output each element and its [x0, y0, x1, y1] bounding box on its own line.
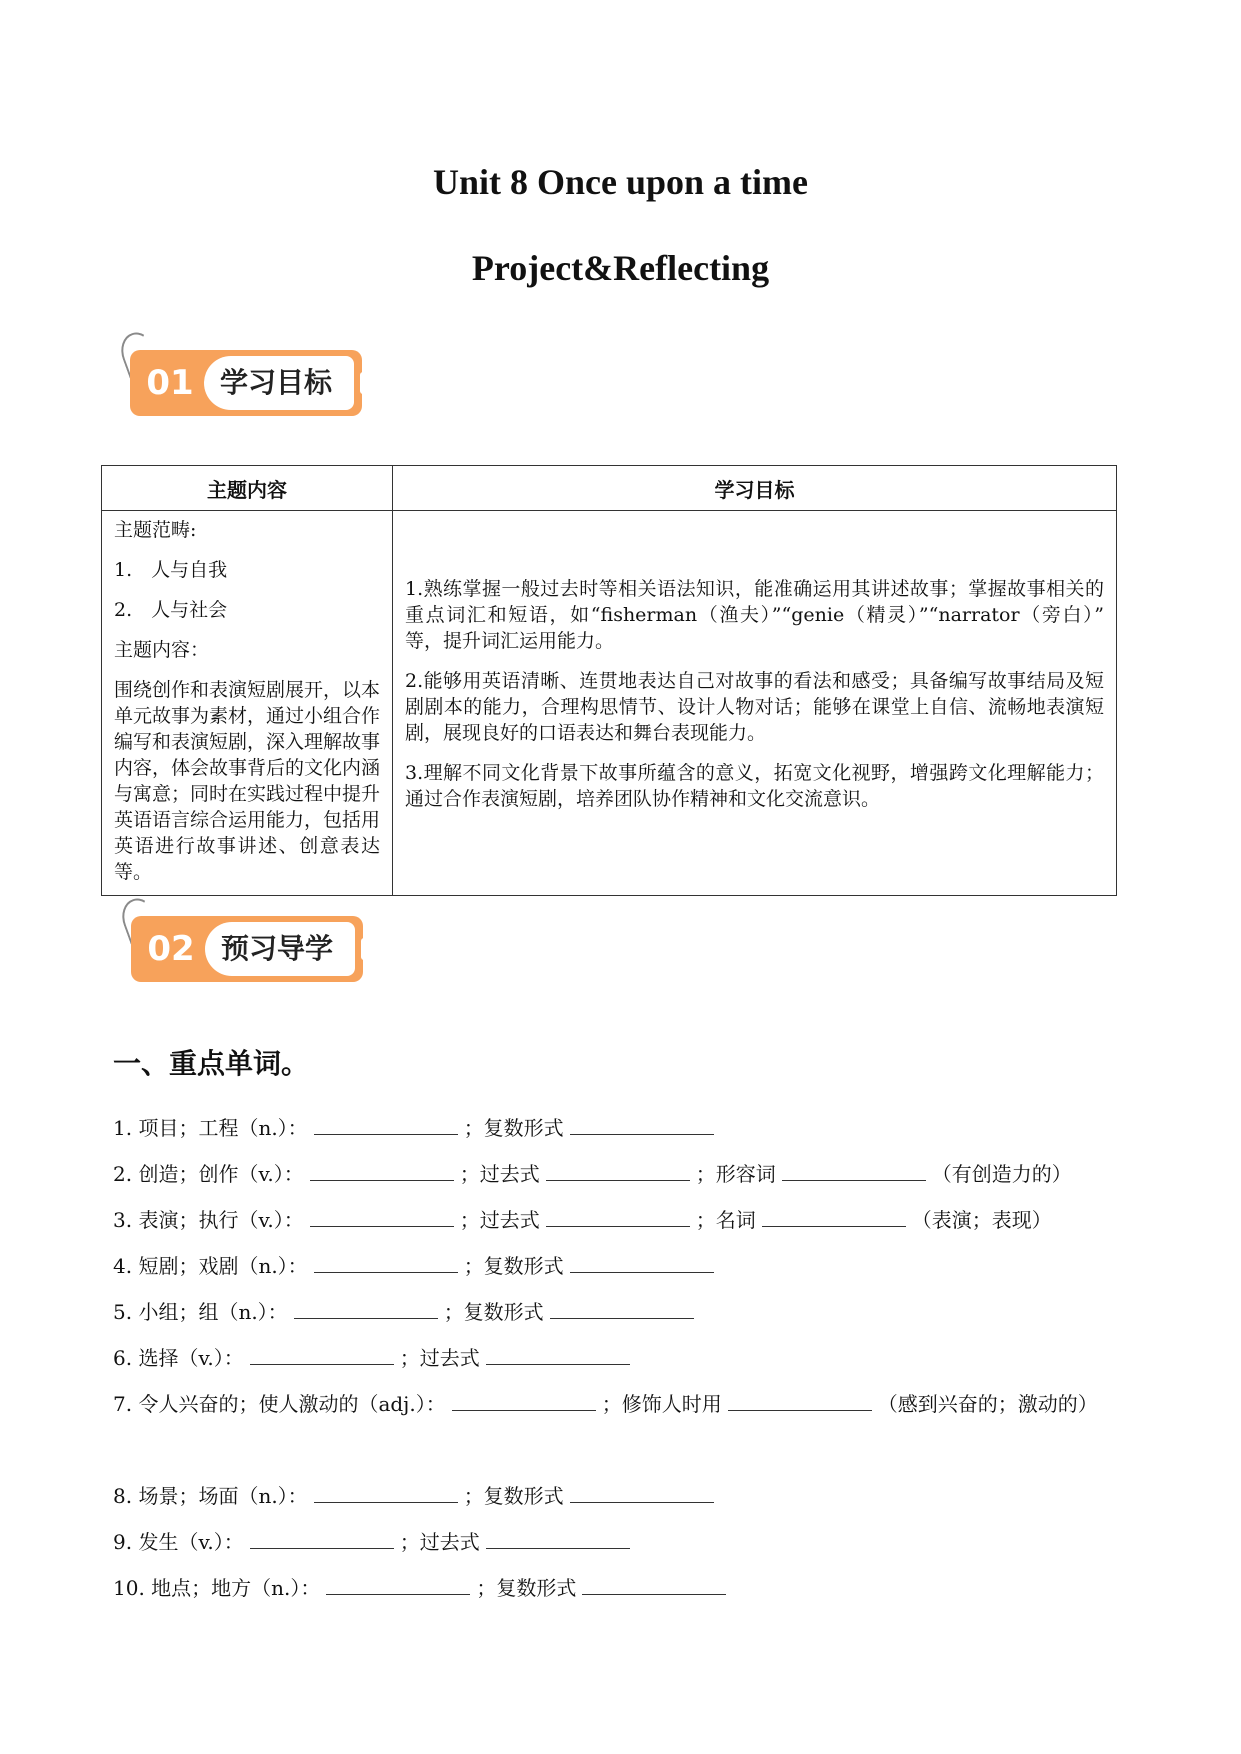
- answer-blank[interactable]: [326, 1572, 470, 1595]
- answer-blank[interactable]: [762, 1204, 906, 1227]
- vocab-text: ；过去式: [459, 1208, 540, 1232]
- list-item: [113, 1570, 1113, 1616]
- vocab-text: 5. 小组；组（n.）：: [113, 1300, 288, 1324]
- vocab-text: （感到兴奋的；激动的）: [877, 1392, 1098, 1416]
- answer-blank[interactable]: [314, 1112, 458, 1135]
- topic-cell: [102, 511, 393, 896]
- vocab-text: 7. 令人兴奋的；使人激动的（adj.）：: [113, 1392, 446, 1416]
- answer-blank[interactable]: [550, 1296, 694, 1319]
- answer-blank[interactable]: [250, 1526, 394, 1549]
- answer-blank[interactable]: [570, 1250, 714, 1273]
- answer-blank[interactable]: [310, 1158, 454, 1181]
- vocab-text: （表演；表现）: [911, 1208, 1052, 1232]
- answer-blank[interactable]: [486, 1342, 630, 1365]
- answer-blank[interactable]: [314, 1480, 458, 1503]
- list-item: [113, 1386, 1113, 1478]
- answer-blank[interactable]: [728, 1388, 872, 1411]
- page-subtitle: Project&Reflecting: [471, 248, 770, 288]
- vocab-text: ；复数形式: [463, 1254, 564, 1278]
- goals-cell: [393, 511, 1117, 896]
- goal-item-1: 1.熟练掌握一般过去时等相关语法知识，能准确运用其讲述故事；掌握故事相关的重点词汇和短语，如“fisherman（渔夫）”“genie（精灵）”“narrator（旁白）” 等，提升词汇运用能力。: [405, 578, 1104, 652]
- vocab-text: 8. 场景；场面（n.）：: [113, 1484, 308, 1508]
- section-badge-goals: [130, 332, 370, 422]
- vocab-text: ；过去式: [399, 1530, 480, 1554]
- vocab-text: 4. 短剧；戏剧（n.）：: [113, 1254, 308, 1278]
- table-row: [102, 511, 1117, 896]
- answer-blank[interactable]: [314, 1250, 458, 1273]
- category-item-1: 1. 人与自我: [114, 559, 228, 581]
- vocab-text: ；形容词: [695, 1162, 776, 1186]
- vocab-text: ；修饰人时用: [601, 1392, 722, 1416]
- category-label: 主题范畴:: [114, 519, 197, 541]
- answer-blank[interactable]: [250, 1342, 394, 1365]
- page-title: Unit 8 Once upon a time: [432, 162, 808, 202]
- vocab-text: 1. 项目；工程（n.）：: [113, 1116, 308, 1140]
- list-item: [113, 1340, 1113, 1386]
- vocab-list: [113, 1110, 1113, 1616]
- list-item: [113, 1478, 1113, 1524]
- table-header-row: [102, 466, 1117, 511]
- vocab-text: 9. 发生（v.）：: [113, 1530, 244, 1554]
- list-item: [113, 1156, 1113, 1202]
- list-item: [113, 1248, 1113, 1294]
- category-item-2: 2. 人与社会: [114, 599, 228, 621]
- answer-blank[interactable]: [310, 1204, 454, 1227]
- vocab-text: 6. 选择（v.）：: [113, 1346, 244, 1370]
- badge-number: 01: [146, 363, 194, 403]
- goal-item-2: 2.能够用英语清晰、连贯地表达自己对故事的看法和感受；具备编写故事结局及短剧剧本的能力，合理构思情节、设计人物对话；能够在课堂上自信、流畅地表演短剧，展现良好的口语表达和舞台表现能力。: [405, 670, 1104, 744]
- list-item: [113, 1202, 1113, 1248]
- vocab-text: ；复数形式: [476, 1576, 577, 1600]
- badge-number: 02: [147, 929, 195, 969]
- answer-blank[interactable]: [782, 1158, 926, 1181]
- vocab-text: 2. 创造；创作（v.）：: [113, 1162, 304, 1186]
- vocab-text: ；复数形式: [463, 1116, 564, 1140]
- goals-table: [101, 465, 1117, 896]
- answer-blank[interactable]: [546, 1158, 690, 1181]
- answer-blank[interactable]: [546, 1204, 690, 1227]
- section-heading: 一、重点单词。: [113, 1047, 310, 1080]
- goal-item-3: 3.理解不同文化背景下故事所蕴含的意义，拓宽文化视野，增强跨文化理解能力；通过合作表演短剧，培养团队协作精神和文化交流意识。: [405, 762, 1104, 810]
- answer-blank[interactable]: [582, 1572, 726, 1595]
- list-item: [113, 1110, 1113, 1156]
- badge-notch-icon: [360, 372, 366, 394]
- answer-blank[interactable]: [486, 1526, 630, 1549]
- vocab-text: ；复数形式: [463, 1484, 564, 1508]
- vocab-text: 10. 地点；地方（n.）：: [113, 1576, 321, 1600]
- content-label: 主题内容：: [114, 639, 210, 661]
- list-item: [113, 1524, 1113, 1570]
- answer-blank[interactable]: [570, 1112, 714, 1135]
- vocab-text: ；过去式: [399, 1346, 480, 1370]
- badge-label: 学习目标: [204, 356, 354, 410]
- vocab-text: ；过去式: [459, 1162, 540, 1186]
- vocab-text: 3. 表演；执行（v.）：: [113, 1208, 304, 1232]
- list-item: [113, 1294, 1113, 1340]
- vocab-text: ；名词: [695, 1208, 756, 1232]
- answer-blank[interactable]: [452, 1388, 596, 1411]
- badge-notch-icon: [361, 938, 367, 960]
- answer-blank[interactable]: [570, 1480, 714, 1503]
- content-text: 围绕创作和表演短剧展开，以本单元故事为素材，通过小组合作编写和表演短剧，深入理解故事内容，体会故事背后的文化内涵与寓意；同时在实践过程中提升英语语言综合运用能力，包括用英语进行故事讲述、创意表达等。: [114, 679, 381, 883]
- answer-blank[interactable]: [294, 1296, 438, 1319]
- header-goals: 学习目标: [393, 466, 1117, 511]
- badge-label: 预习导学: [205, 922, 355, 976]
- vocab-text: ；复数形式: [443, 1300, 544, 1324]
- header-topic: 主题内容: [102, 466, 393, 511]
- vocab-text: （有创造力的）: [931, 1162, 1072, 1186]
- section-badge-preview: [131, 898, 371, 988]
